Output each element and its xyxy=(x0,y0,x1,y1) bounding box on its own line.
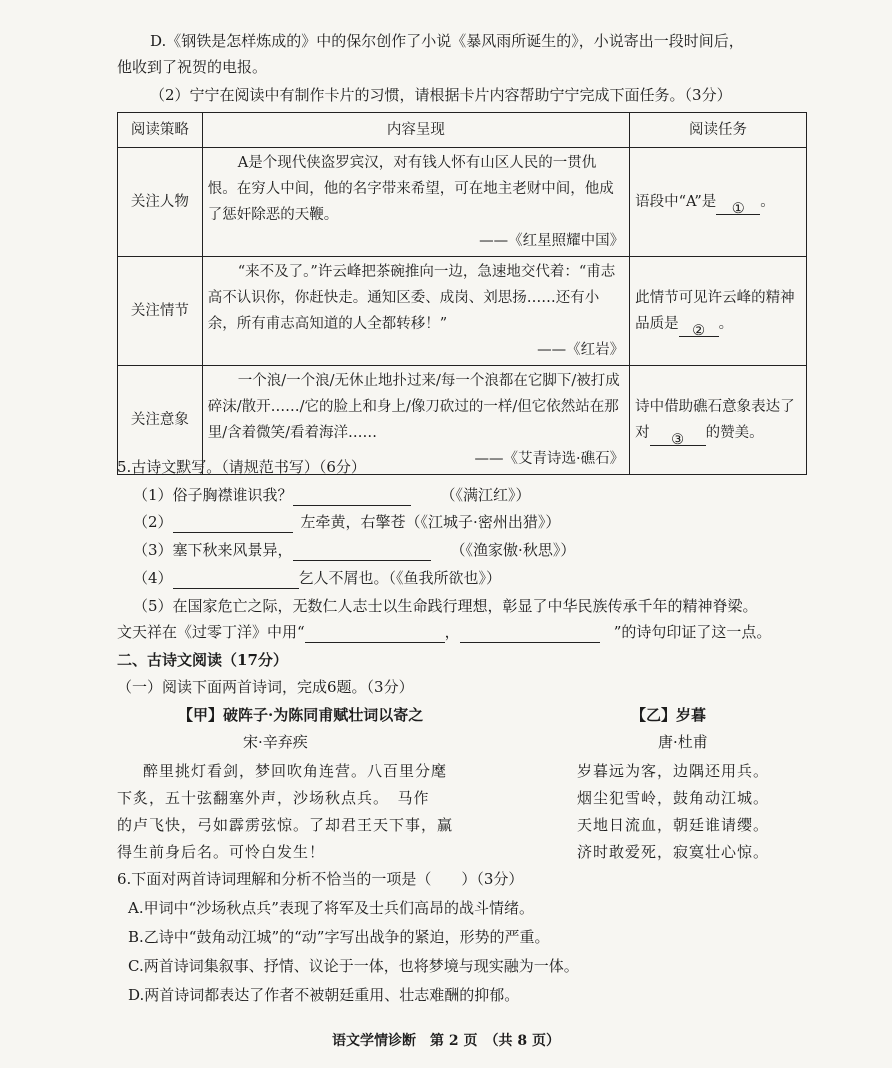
content-text: A是个现代侠盗罗宾汉，对有钱人怀有山区人民的一贯仇恨。在穷人中间，他的名字带来希望，可在地主老财中间，他成了惩奸除恶的天鞭。 xyxy=(207,155,614,223)
task-text: 诗中借助礁石意象表达了对 xyxy=(635,399,795,441)
poem-a-line: 醉里挑灯看剑，梦回吹角连营。八百里分麾 xyxy=(143,762,448,780)
answer-blank-q5-3[interactable] xyxy=(293,542,431,561)
answer-blank-1[interactable]: ① xyxy=(716,196,760,215)
q5-item-5-suffix: ”的诗句印证了这一点。 xyxy=(613,623,772,641)
q5-item-5-prefix: 文天祥在《过零丁洋》中用“ xyxy=(117,623,305,641)
poem-a-title: 【甲】破阵子·为陈同甫赋壮词以寄之 xyxy=(178,706,424,724)
poem-b-line: 天地日流血，朝廷谁请缨。 xyxy=(577,816,770,834)
citation: ——《艾青诗选·礁石》 xyxy=(474,451,625,467)
table-row xyxy=(118,148,807,257)
answer-blank-q5-1[interactable] xyxy=(293,487,411,506)
q6-option-b[interactable]: B.乙诗中“鼓角动江城”的“动”字写出战争的紧迫，形势的严重。 xyxy=(128,928,550,946)
task-end: 。 xyxy=(718,316,734,332)
poem-b-title: 【乙】岁暮 xyxy=(631,706,707,724)
q5-item-5-line1: （5）在国家危亡之际，无数仁人志士以生命践行理想，彰显了中华民族传承千年的精神脊梁。 xyxy=(133,597,758,615)
task-text: 此情节可见许云峰的精神品质是 xyxy=(635,290,795,332)
strategy-cell: 关注人物 xyxy=(118,148,203,257)
table-row xyxy=(118,257,807,366)
strategy-cell: 关注情节 xyxy=(118,257,203,366)
q6-option-c[interactable]: C.两首诗词集叙事、抒情、议论于一体，也将梦境与现实融为一体。 xyxy=(128,957,579,975)
q6-option-d[interactable]: D.两首诗词都表达了作者不被朝廷重用、壮志难酬的抑郁。 xyxy=(128,986,520,1004)
content-cell xyxy=(202,257,629,366)
poem-a-line: 得生前身后名。可怜白发生！ xyxy=(117,843,326,861)
q6-option-a[interactable]: A.甲词中“沙场秋点兵”表现了将军及士兵们高昂的战斗情绪。 xyxy=(128,899,534,917)
q5-item-1 xyxy=(133,484,531,506)
poem-a-author: 宋·辛弃疾 xyxy=(243,733,308,751)
strategy-cell: 关注意象 xyxy=(118,366,203,475)
poem-a-line: 下炙，五十弦翻塞外声，沙场秋点兵。 马作 xyxy=(117,789,430,807)
answer-blank-q5-4[interactable] xyxy=(173,570,299,589)
q5-item-2-num: （2） xyxy=(133,513,173,531)
answer-blank-q5-2[interactable] xyxy=(173,514,293,533)
task-cell xyxy=(630,148,807,257)
task-text: 语段中“A”是 xyxy=(635,194,717,210)
page-footer: 语文学情诊断 第 2 页 （共 8 页） xyxy=(332,1033,560,1049)
q5-item-1-text: （1）俗子胸襟谁识我？ xyxy=(133,486,293,504)
q4-option-d-line1: D.《钢铁是怎样炼成的》中的保尔创作了小说《暴风雨所诞生的》，小说寄出一段时间后， xyxy=(150,32,744,50)
poem-a-line: 的卢飞快，弓如霹雳弦惊。了却君王天下事，赢 xyxy=(117,816,454,834)
poem-b-author: 唐·杜甫 xyxy=(658,733,708,751)
table-header: 内容呈现 xyxy=(202,113,629,148)
q5-title: 5.古诗文默写。（请规范书写）（6分） xyxy=(117,458,366,476)
q5-item-4 xyxy=(133,567,501,589)
q5-item-2 xyxy=(133,511,560,533)
reading-card-table xyxy=(117,112,807,475)
poem-b-line: 烟尘犯雪岭，鼓角动江城。 xyxy=(577,789,770,807)
answer-blank-3[interactable]: ③ xyxy=(650,427,706,446)
citation: ——《红星照耀中国》 xyxy=(479,233,625,249)
q5-item-3-text: （3）塞下秋来风景异， xyxy=(133,541,293,559)
citation: ——《红岩》 xyxy=(537,342,625,358)
q5-item-2-text: 左牵黄，右擎苍（《江城子·密州出猎》） xyxy=(300,513,561,531)
section-2-title: 二、古诗文阅读（17分） xyxy=(117,651,288,669)
q5-item-4-num: （4） xyxy=(133,569,173,587)
task-end: 。 xyxy=(760,194,775,210)
poem-b-line: 岁暮远为客，边隅还用兵。 xyxy=(577,762,770,780)
q5-item-1-source: （《满江红》） xyxy=(440,486,531,504)
q5-item-3 xyxy=(133,539,575,561)
q4-option-d-line2: 他收到了祝贺的电报。 xyxy=(117,58,268,76)
content-text: 一个浪/一个浪/无休止地扑过来/每一个浪都在它脚下/被打成碎沫/散开……/它的脸上和身上/像刀砍过的一样/但它依然站在那里/含着微笑/看着海洋…… xyxy=(207,373,620,441)
answer-blank-q5-5a[interactable] xyxy=(305,624,445,643)
q4-part2-instruction: （2）宁宁在阅读中有制作卡片的习惯，请根据卡片内容帮助宁宁完成下面任务。（3分） xyxy=(150,86,732,104)
q6-stem: 6.下面对两首诗词理解和分析不恰当的一项是（ ）（3分） xyxy=(117,870,524,888)
table-header: 阅读策略 xyxy=(118,113,203,148)
section-2-subtitle: （一）阅读下面两首诗词，完成6题。（3分） xyxy=(117,678,414,696)
answer-blank-2[interactable]: ② xyxy=(679,318,719,337)
table-header-row xyxy=(118,113,807,148)
answer-blank-q5-5b[interactable] xyxy=(460,624,600,643)
content-cell xyxy=(202,148,629,257)
q5-item-5-line2 xyxy=(117,621,771,643)
content-text: “来不及了。”许云峰把茶碗推向一边，急速地交代着：“甫志高不认识你，你赶快走。通知区委、成岗、刘思扬……还有小余，所有甫志高知道的人全都转移！” xyxy=(207,264,616,332)
poem-b-line: 济时敢爱死，寂寞壮心惊。 xyxy=(577,843,770,861)
q5-item-3-source: （《渔家傲·秋思》） xyxy=(450,541,576,559)
table-header: 阅读任务 xyxy=(630,113,807,148)
task-cell xyxy=(630,366,807,475)
task-cell xyxy=(630,257,807,366)
task-end: 的赞美。 xyxy=(705,425,764,441)
q5-item-4-text: 乞人不屑也。（《鱼我所欲也》） xyxy=(298,569,502,587)
q5-item-5-comma: ， xyxy=(444,623,460,641)
